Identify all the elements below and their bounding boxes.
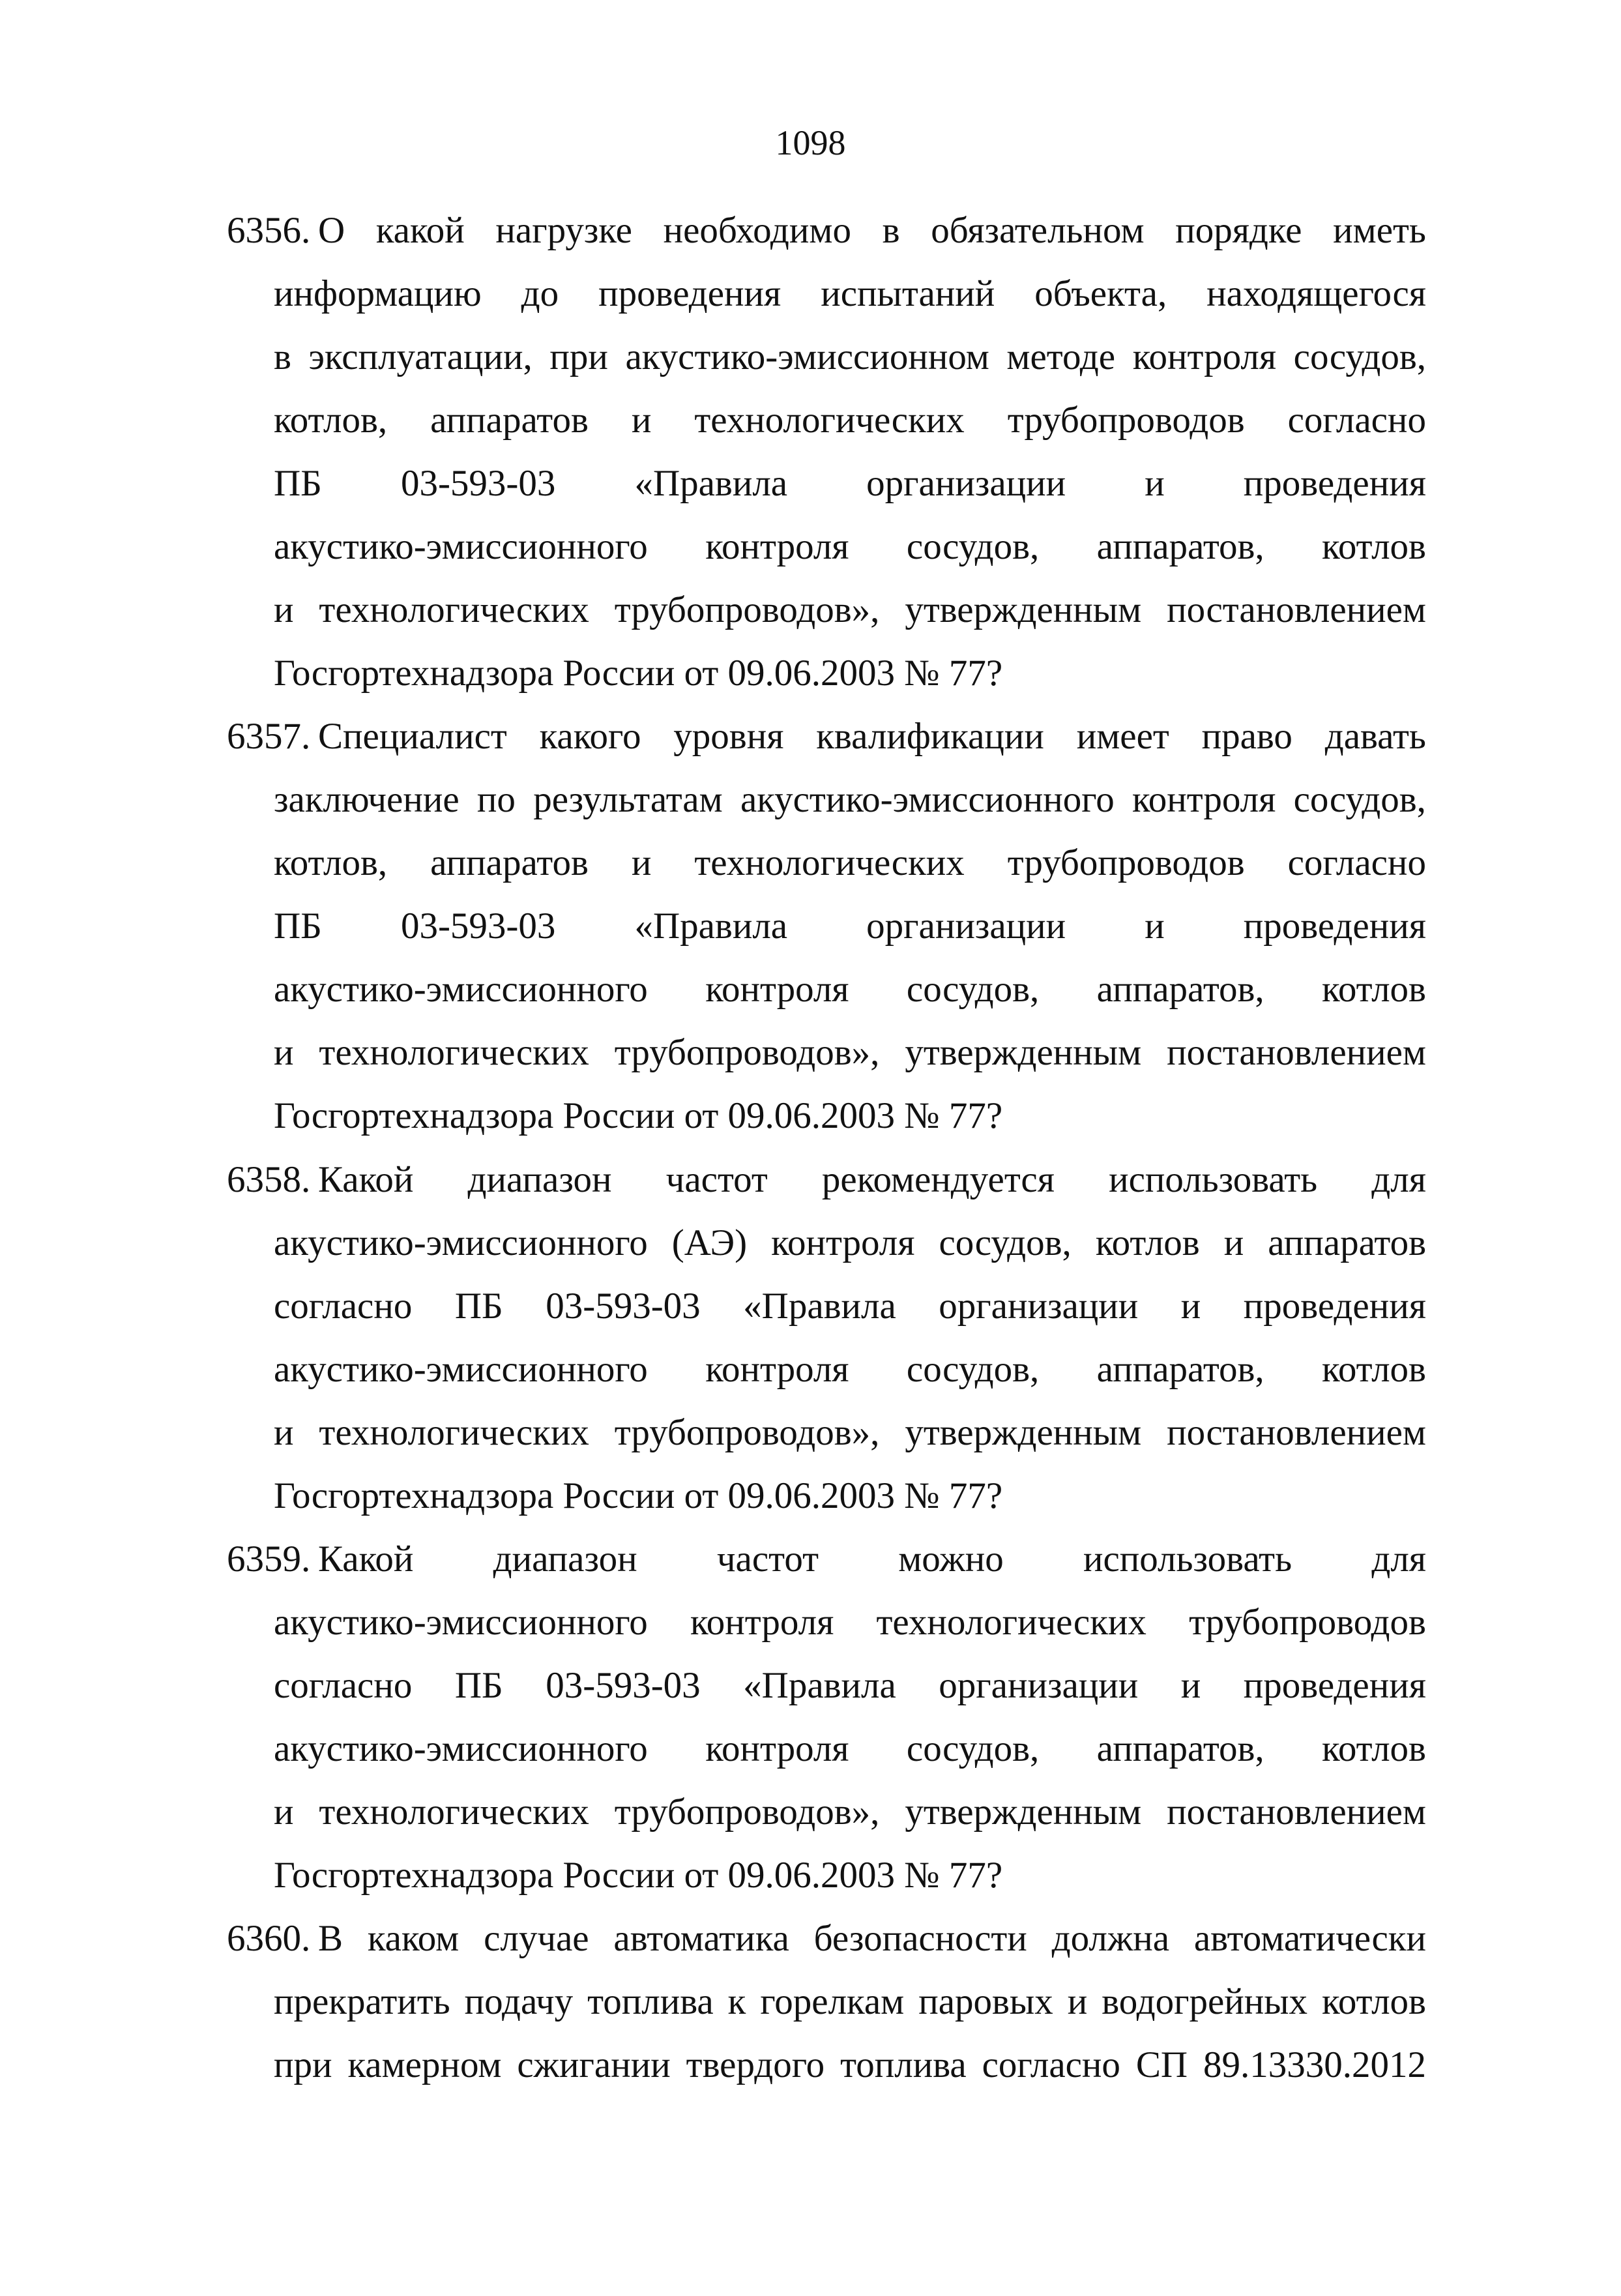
question-text-line: прекратить подачу топлива к горелкам паровых и водогрейных котлов (274, 1981, 1426, 2022)
question-text-line: Какой диапазон частот можно использовать для (318, 1538, 1426, 1580)
question-text-line: согласно ПБ 03-593-03 «Правила организации и проведения (274, 1286, 1426, 1327)
question-number: 6358. (227, 1159, 311, 1200)
question-text-line: Госгортехнадзора России от 09.06.2003 № 77? (274, 653, 1003, 694)
question-text-line: Специалист какого уровня квалификации имеет право давать (318, 716, 1426, 757)
question-text-line: ПБ 03-593-03 «Правила организации и проведения (274, 463, 1426, 504)
question-number: 6357. (227, 716, 311, 757)
page-number: 1098 (775, 123, 846, 162)
question-text-line: Госгортехнадзора России от 09.06.2003 № 77? (274, 1855, 1003, 1896)
question-text-line: акустико-эмиссионного (АЭ) контроля сосудов, котлов и аппаратов (274, 1222, 1426, 1263)
question-text-line: и технологических трубопроводов», утвержденным постановлением (274, 1412, 1426, 1453)
question-text-line: О какой нагрузке необходимо в обязательном порядке иметь (318, 210, 1426, 251)
question-text-line: Госгортехнадзора России от 09.06.2003 № 77? (274, 1095, 1003, 1136)
question-text-line: котлов, аппаратов и технологических трубопроводов согласно (274, 400, 1426, 441)
question-text-line: В каком случае автоматика безопасности должна автоматически (318, 1918, 1426, 1959)
question-text-line: акустико-эмиссионного контроля сосудов, аппаратов, котлов (274, 1728, 1426, 1769)
question-number: 6360. (227, 1918, 311, 1959)
question-text-line: согласно ПБ 03-593-03 «Правила организации и проведения (274, 1665, 1426, 1706)
question-text-line: акустико-эмиссионного контроля сосудов, аппаратов, котлов (274, 526, 1426, 567)
question-text-line: в эксплуатации, при акустико-эмиссионном методе контроля сосудов, (274, 336, 1426, 377)
question-text-line: и технологических трубопроводов», утвержденным постановлением (274, 1791, 1426, 1832)
question-number: 6356. (227, 210, 311, 251)
question-text-line: Госгортехнадзора России от 09.06.2003 № 77? (274, 1475, 1003, 1516)
question-text-line: и технологических трубопроводов», утвержденным постановлением (274, 589, 1426, 630)
question-text-line: при камерном сжигании твердого топлива согласно СП 89.13330.2012 (274, 2044, 1426, 2085)
question-text-line: заключение по результатам акустико-эмиссионного контроля сосудов, (274, 779, 1426, 820)
question-text-line: котлов, аппаратов и технологических трубопроводов согласно (274, 842, 1426, 883)
question-text-line: Какой диапазон частот рекомендуется использовать для (318, 1159, 1426, 1200)
question-text-line: акустико-эмиссионного контроля сосудов, аппаратов, котлов (274, 1349, 1426, 1390)
question-text-line: акустико-эмиссионного контроля сосудов, аппаратов, котлов (274, 969, 1426, 1010)
question-text-line: и технологических трубопроводов», утвержденным постановлением (274, 1032, 1426, 1073)
question-number: 6359. (227, 1538, 311, 1580)
question-text-line: информацию до проведения испытаний объекта, находящегося (274, 273, 1426, 314)
question-text-line: ПБ 03-593-03 «Правила организации и проведения (274, 905, 1426, 947)
question-text-line: акустико-эмиссионного контроля технологических трубопроводов (274, 1602, 1426, 1643)
